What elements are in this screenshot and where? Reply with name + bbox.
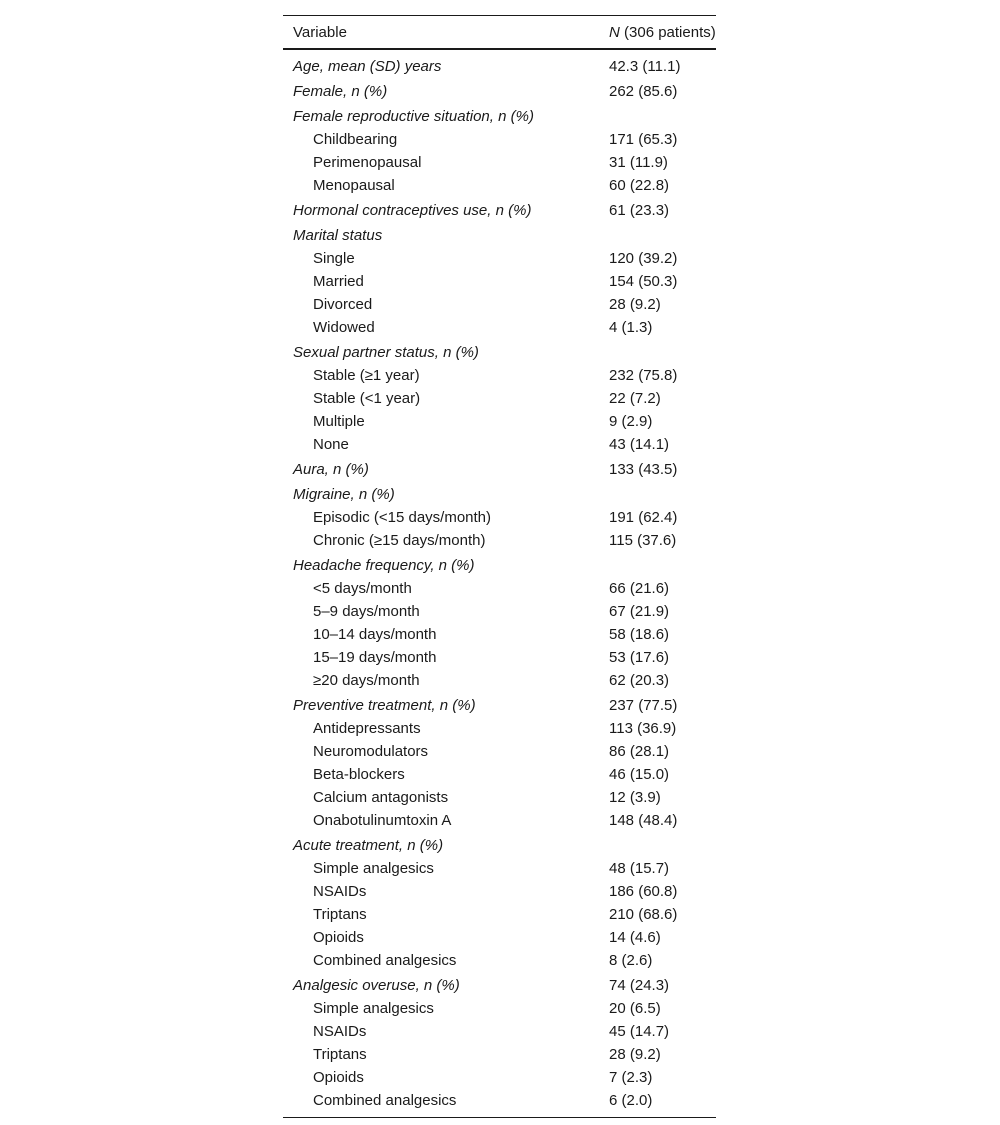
value-cell: 262 (85.6)	[609, 83, 678, 100]
variable-cell: 15–19 days/month	[313, 649, 437, 666]
value-cell: 61 (23.3)	[609, 202, 670, 219]
table-row-subitem	[283, 270, 716, 293]
variable-cell: Age, mean (SD) years	[293, 58, 442, 75]
variable-cell: Stable (≥1 year)	[313, 367, 420, 384]
table-row-subitem	[283, 717, 716, 740]
value-cell	[603, 339, 716, 364]
value-cell: 120 (39.2)	[609, 250, 678, 267]
table-row-subitem	[283, 880, 716, 903]
variable-cell: Combined analgesics	[313, 1092, 457, 1109]
value-cell: 86 (28.1)	[609, 743, 670, 760]
table-row-subitem	[283, 763, 716, 786]
variable-cell: Opioids	[313, 929, 364, 946]
table-body	[283, 49, 716, 1117]
variable-cell: None	[313, 436, 349, 453]
variable-cell: Childbearing	[313, 131, 398, 148]
table-row-category	[283, 481, 716, 506]
table-row-subitem	[283, 128, 716, 151]
value-cell: 186 (60.8)	[609, 883, 678, 900]
table-row-subitem	[283, 410, 716, 433]
variable-cell: Marital status	[293, 227, 383, 244]
variable-cell: Female, n (%)	[293, 83, 388, 100]
table-row-subitem	[283, 646, 716, 669]
table-row-category	[283, 972, 716, 997]
value-cell: 8 (2.6)	[609, 952, 653, 969]
table-row-subitem	[283, 1020, 716, 1043]
table-row-subitem	[283, 577, 716, 600]
table-row-subitem	[283, 786, 716, 809]
value-cell: 60 (22.8)	[609, 177, 670, 194]
table-row-subitem	[283, 364, 716, 387]
value-cell: 133 (43.5)	[609, 461, 678, 478]
table-header-row	[283, 16, 716, 50]
value-cell: 46 (15.0)	[609, 766, 670, 783]
value-cell: 4 (1.3)	[609, 319, 653, 336]
variable-cell: Sexual partner status, n (%)	[293, 344, 479, 361]
variable-cell: Episodic (<15 days/month)	[313, 509, 492, 526]
value-cell	[603, 103, 716, 128]
variable-cell: Opioids	[313, 1069, 364, 1086]
table-row-subitem	[283, 949, 716, 972]
table-row-subitem	[283, 740, 716, 763]
variable-cell: Onabotulinumtoxin A	[313, 812, 452, 829]
variable-cell: Acute treatment, n (%)	[293, 837, 444, 854]
value-cell: 43 (14.1)	[609, 436, 670, 453]
table-row-category	[283, 456, 716, 481]
variable-cell: Migraine, n (%)	[293, 486, 395, 503]
variable-cell: ≥20 days/month	[313, 672, 420, 689]
variable-cell: Stable (<1 year)	[313, 390, 421, 407]
variable-cell: Chronic (≥15 days/month)	[313, 532, 486, 549]
variable-cell: Calcium antagonists	[313, 789, 449, 806]
table-row-category	[283, 103, 716, 128]
table-row-subitem	[283, 506, 716, 529]
value-cell: 237 (77.5)	[609, 697, 678, 714]
value-cell: 113 (36.9)	[609, 720, 677, 737]
variable-cell: Neuromodulators	[313, 743, 429, 760]
variable-cell: Analgesic overuse, n (%)	[293, 977, 460, 994]
table-row-subitem	[283, 1066, 716, 1089]
table-row-subitem	[283, 1043, 716, 1066]
table-row-subitem	[283, 151, 716, 174]
table-row-subitem	[283, 174, 716, 197]
variable-cell: Simple analgesics	[313, 860, 434, 877]
value-cell: 22 (7.2)	[609, 390, 661, 407]
table-row-subitem	[283, 600, 716, 623]
variable-cell: Female reproductive situation, n (%)	[293, 108, 534, 125]
table-row-subitem	[283, 809, 716, 832]
value-cell: 67 (21.9)	[609, 603, 670, 620]
header-n-symbol: N	[609, 23, 620, 41]
table-row-category	[283, 222, 716, 247]
variable-cell: 5–9 days/month	[313, 603, 420, 620]
value-cell: 31 (11.9)	[609, 154, 668, 171]
variable-cell: Beta-blockers	[313, 766, 405, 783]
header-n-patients	[603, 16, 716, 50]
variable-cell: NSAIDs	[313, 1023, 367, 1040]
variable-cell: Simple analgesics	[313, 1000, 434, 1017]
value-cell: 210 (68.6)	[609, 906, 678, 923]
value-cell: 171 (65.3)	[609, 131, 678, 148]
value-cell: 154 (50.3)	[609, 273, 678, 290]
value-cell: 74 (24.3)	[609, 977, 670, 994]
variable-cell: Hormonal contraceptives use, n (%)	[293, 202, 532, 219]
variable-cell: Headache frequency, n (%)	[293, 557, 475, 574]
table-row-subitem	[283, 857, 716, 880]
value-cell: 9 (2.9)	[609, 413, 653, 430]
table-row-subitem	[283, 669, 716, 692]
variable-cell: Aura, n (%)	[293, 461, 369, 478]
value-cell: 28 (9.2)	[609, 296, 661, 313]
value-cell	[603, 481, 716, 506]
variable-cell: Preventive treatment, n (%)	[293, 697, 476, 714]
value-cell: 45 (14.7)	[609, 1023, 670, 1040]
value-cell: 53 (17.6)	[609, 649, 670, 666]
characteristics-table	[283, 15, 716, 1117]
table-row-subitem	[283, 926, 716, 949]
value-cell: 20 (6.5)	[609, 1000, 661, 1017]
table-row-subitem	[283, 997, 716, 1020]
table-row-subitem	[283, 1089, 716, 1117]
table-row-subitem	[283, 623, 716, 646]
value-cell: 58 (18.6)	[609, 626, 670, 643]
table-row-subitem	[283, 529, 716, 552]
table-row-subitem	[283, 387, 716, 410]
variable-cell: <5 days/month	[313, 580, 412, 597]
value-cell: 115 (37.6)	[609, 532, 677, 549]
value-cell: 48 (15.7)	[609, 860, 670, 877]
variable-cell: NSAIDs	[313, 883, 367, 900]
value-cell: 7 (2.3)	[609, 1069, 653, 1086]
header-variable: Variable	[283, 16, 603, 50]
table-row-subitem	[283, 316, 716, 339]
value-cell	[603, 832, 716, 857]
variable-cell: Antidepressants	[313, 720, 421, 737]
variable-cell: Menopausal	[313, 177, 395, 194]
table-row-category	[283, 692, 716, 717]
variable-cell: Perimenopausal	[313, 154, 422, 171]
value-cell: 42.3 (11.1)	[609, 58, 681, 75]
variable-cell: Widowed	[313, 319, 375, 336]
value-cell: 148 (48.4)	[609, 812, 678, 829]
value-cell: 62 (20.3)	[609, 672, 670, 689]
value-cell: 14 (4.6)	[609, 929, 661, 946]
variable-cell: Triptans	[313, 906, 367, 923]
table-row-category	[283, 552, 716, 577]
value-cell: 6 (2.0)	[609, 1092, 653, 1109]
value-cell	[603, 552, 716, 577]
variable-cell: Combined analgesics	[313, 952, 457, 969]
value-cell: 191 (62.4)	[609, 509, 678, 526]
value-cell: 28 (9.2)	[609, 1046, 661, 1063]
table-row-category	[283, 339, 716, 364]
table-row-category	[283, 49, 716, 78]
table-row-subitem	[283, 293, 716, 316]
variable-cell: 10–14 days/month	[313, 626, 437, 643]
value-cell: 12 (3.9)	[609, 789, 661, 806]
table-row-subitem	[283, 903, 716, 926]
variable-cell: Married	[313, 273, 364, 290]
table-row-category	[283, 197, 716, 222]
table-bottom-rule	[283, 1117, 716, 1118]
table-row-subitem	[283, 247, 716, 270]
variable-cell: Divorced	[313, 296, 373, 313]
header-n-text: (306 patients)	[619, 23, 716, 41]
table-row-category	[283, 832, 716, 857]
value-cell: 66 (21.6)	[609, 580, 670, 597]
value-cell: 232 (75.8)	[609, 367, 678, 384]
table-row-subitem	[283, 433, 716, 456]
value-cell	[603, 222, 716, 247]
variable-cell: Single	[313, 250, 355, 267]
characteristics-table-container	[283, 15, 716, 1118]
variable-cell: Triptans	[313, 1046, 367, 1063]
variable-cell: Multiple	[313, 413, 365, 430]
table-row-category	[283, 78, 716, 103]
